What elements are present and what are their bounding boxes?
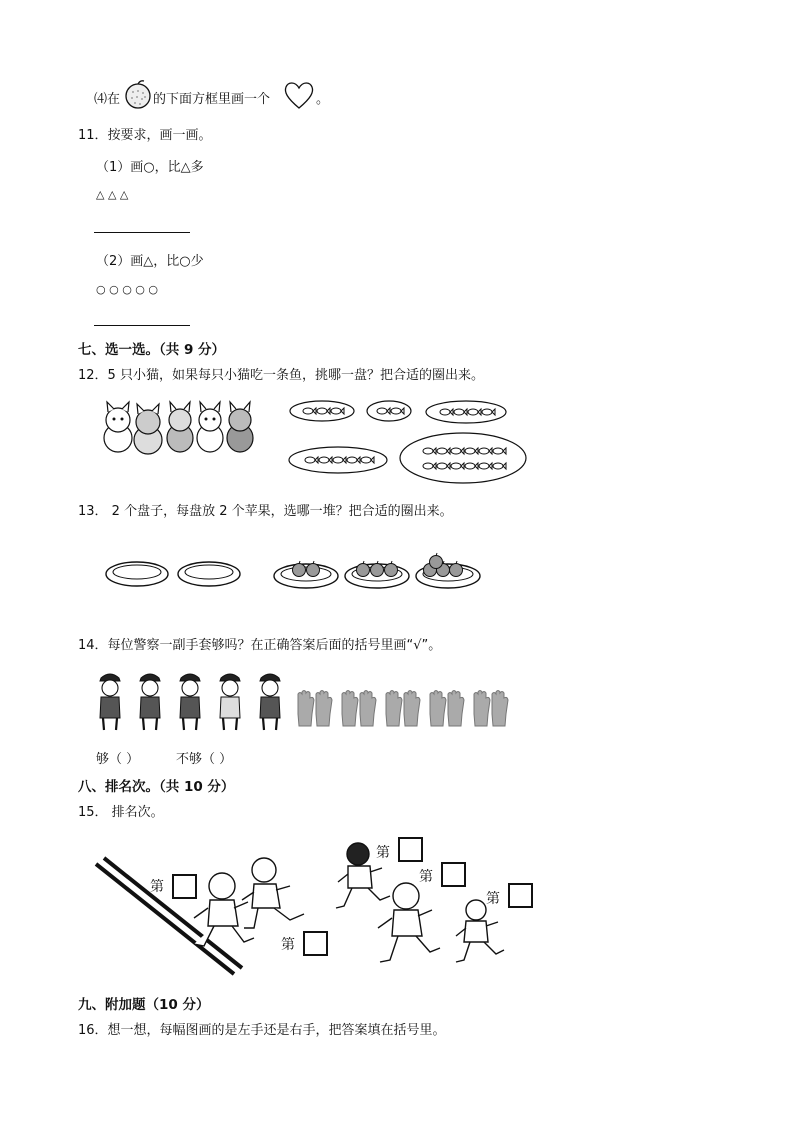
q10-4-suffix: 。 [316,92,330,107]
apple-icon [385,561,398,577]
q14-text: 14．每位警察一副手套够吗？在正确答案后面的括号里画“√”。 [78,638,442,653]
apple-icon [430,553,443,569]
police-officer-icon [260,674,280,730]
rank-box-4[interactable] [441,862,466,887]
apple-icon [371,561,384,577]
glove-pair-icon [386,691,420,727]
fish-plate[interactable] [400,433,526,483]
police-officer-icon [100,674,120,730]
apple-icon [307,561,320,577]
police-illustration [96,670,290,732]
q11-answer-line-1[interactable] [94,232,190,233]
glove-pair-icon [298,691,332,727]
q16-text: 16．想一想，每幅图画的是左手还是右手，把答案填在括号里。 [78,1023,446,1038]
rank-box-1[interactable] [172,874,197,899]
rank-box-2[interactable] [303,931,328,956]
apple-icon [357,561,370,577]
rank-label-2: 第 [281,937,295,953]
q11-title: 11．按要求，画一画。 [78,128,212,143]
apple-plate[interactable] [345,561,409,588]
fish-plate[interactable] [289,447,387,473]
rank-label-3: 第 [376,845,390,861]
police-officer-icon [220,674,240,730]
rank-label-1: 第 [150,879,164,895]
heart-icon [283,80,315,110]
fish-plate[interactable] [367,401,411,421]
section-7-heading: 七、选一选。（共 9 分） [78,342,226,358]
empty-plates [104,556,244,590]
section-8-heading: 八、排名次。（共 10 分） [78,779,235,795]
q11-part1: （1）画○，比△多 [96,160,204,175]
q11-answer-line-2[interactable] [94,325,190,326]
q11-triangles: △ △ △ [96,188,129,201]
q14-enough[interactable]: 够（ ） [96,752,140,767]
glove-pair-icon [342,691,376,727]
fish-plate[interactable] [290,401,354,421]
q12-text: 12．5 只小猫，如果每只小猫吃一条鱼，挑哪一盘？把合适的圈出来。 [78,368,484,383]
rank-box-5[interactable] [508,883,533,908]
rank-label-5: 第 [486,891,500,907]
glove-pair-icon [474,691,508,727]
apple-icon [450,561,463,577]
fish-plate[interactable] [426,401,506,423]
apple-plate[interactable] [416,553,480,588]
apple-plate[interactable] [274,561,338,588]
apple-plates-group [272,550,484,592]
glove-pair-icon [430,691,464,727]
rank-box-3[interactable] [398,837,423,862]
q13-text: 13． 2 个盘子，每盘放 2 个苹果，选哪一堆？把合适的圈出来。 [78,504,453,519]
police-officer-icon [180,674,200,730]
q10-4-prefix: ⑷在 [94,92,121,107]
police-officer-icon [140,674,160,730]
fish-plates-group [288,398,528,484]
section-9-heading: 九、附加题（10 分） [78,997,210,1013]
apple-icon [293,561,306,577]
q11-part2: （2）画△，比○少 [96,254,204,269]
apple-icon [123,80,153,110]
gloves-illustration [294,690,518,730]
kittens-illustration [100,398,260,460]
q10-4-middle: 的下面方框里画一个 [153,92,271,107]
race-scene-right [336,836,536,976]
rank-label-4: 第 [419,869,433,885]
q11-circles: ○ ○ ○ ○ ○ [96,283,158,296]
q14-not-enough[interactable]: 不够（ ） [176,752,233,767]
race-scene-left [94,846,324,982]
q15-text: 15． 排名次。 [78,805,164,820]
